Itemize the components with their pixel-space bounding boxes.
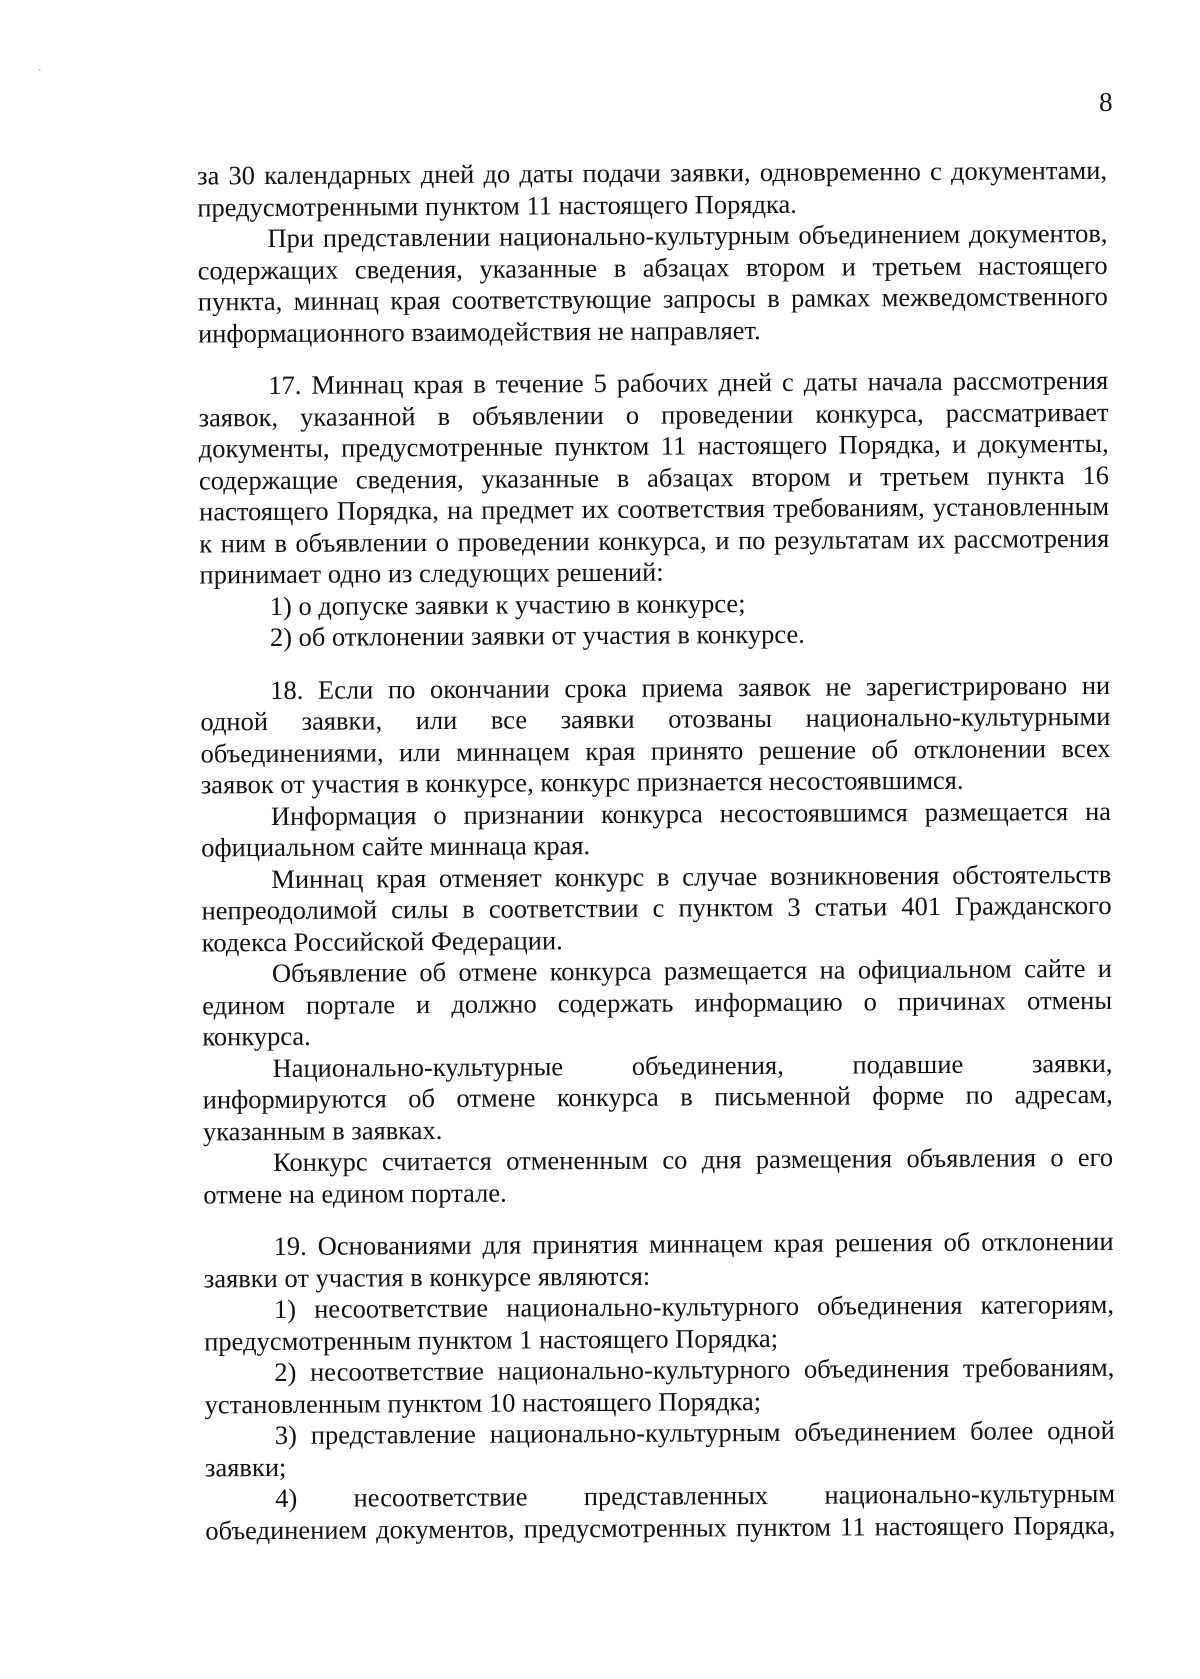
paragraph-clause-18-notification: Национально-культурные объединения, подавшие заявки, информируются об отмене конкурса в письменной форме по адресам, указанным в заявках. <box>202 1047 1113 1146</box>
paragraph-clause-17-option-1: 1) о допуске заявки к участию в конкурсе; <box>269 587 746 621</box>
paragraph-clause-19-item-4: 4) несоответствие представленных национально-культурным объединением документов, предусмотренных пунктом 11 настоящего Порядка, <box>205 1477 1116 1545</box>
paragraph-interagency-requests: При представлении национально-культурным объединением документов, содержащих сведения, указанные в абзацах втором и третьем настоящего пункта, миннац края соответствующие запросы в рамках межведомственного информационного взаимодействия не направляет. <box>197 217 1108 348</box>
paragraph-clause-18-information: Информация о признании конкурса несостоявшимся размещается на официальном сайте миннаца края. <box>201 795 1112 863</box>
paragraph-clause-19-item-3: 3) представление национально-культурным объединением более одной заявки; <box>204 1414 1115 1482</box>
paragraph-continuation: за 30 календарных дней до даты подачи заявки, одновременно с документами, предусмотренными пунктом 11 настоящего Порядка. <box>196 154 1108 222</box>
paragraph-clause-18: 18. Если по окончании срока приема заявок не зарегистрировано ни одной заявки, или все заявки отозваны национально-культурными объединениями, или миннацем края принято решение об отклонении всех заявок от участия в конкурсе, конкурс признается несостоявшимся. <box>200 669 1111 800</box>
paragraph-clause-18-cancelled: Конкурс считается отмененным со дня размещения объявления о его отмене на едином портале. <box>203 1141 1114 1209</box>
paragraph-clause-19: 19. Основаниями для принятия миннацем края решения об отклонении заявки от участия в конкурсе являются: <box>203 1225 1114 1293</box>
paragraph-clause-19-item-2: 2) несоответствие национально-культурного объединения требованиям, установленным пунктом 10 настоящего Порядка; <box>204 1351 1115 1419</box>
document-body <box>197 155 1115 1547</box>
scan-speck <box>38 69 40 70</box>
paragraph-clause-18-announcement: Объявление об отмене конкурса размещается на официальном сайте и едином портале и должно содержать информацию о причинах отмены конкурса. <box>202 952 1113 1052</box>
paragraph-clause-19-item-1: 1) несоответствие национально-культурного объединения категориям, предусмотренным пунктом 1 настоящего Порядка; <box>204 1288 1115 1356</box>
paragraph-clause-17: 17. Миннац края в течение 5 рабочих дней с даты начала рассмотрения заявок, указанной в объявлении о проведении конкурса, рассматривает документы, предусмотренные пунктом 11 настоящего Порядка, и документы, содержащие сведения, указанные в абзацах втором и третьем пункта 16 настоящего Порядка, на предмет их соответствия требованиям, установленным к ним в объявлении о проведении конкурса, и по результатам их рассмотрения принимает одно из следующих решений: <box>198 364 1110 590</box>
paragraph-clause-17-option-2: 2) об отклонении заявки от участия в конкурсе. <box>269 618 805 653</box>
paragraph-clause-18-force-majeure: Миннац края отменяет конкурс в случае возникновения обстоятельств непреодолимой силы в соответствии с пунктом 3 статьи 401 Гражданского кодекса Российской Федерации. <box>201 858 1112 957</box>
page-number: 8 <box>1099 86 1113 117</box>
